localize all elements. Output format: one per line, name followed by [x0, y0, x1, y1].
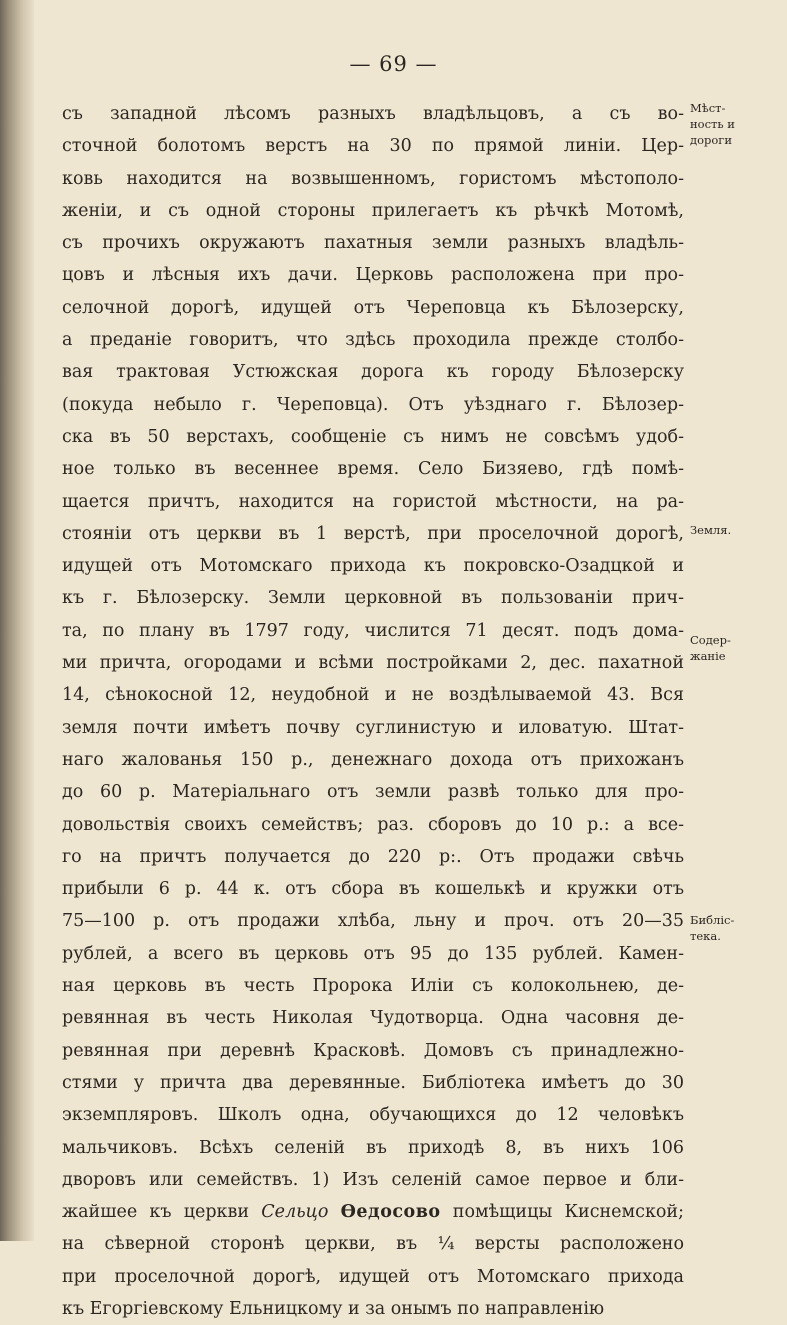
text-line: ковь находится на возвышенномъ, гористомъ мѣстополо- [62, 168, 684, 189]
text-line: 75—100 р. отъ продажи хлѣба, льну и проч. отъ 20—35 [62, 911, 684, 932]
text-line: а преданіе говоритъ, что здѣсь проходила прежде столбо- [62, 330, 684, 351]
text-line: цовъ и лѣсныя ихъ дачи. Церковь расположена при про- [62, 265, 684, 286]
village-type: Сельцо [261, 1202, 329, 1223]
text-line: дворовъ или семействъ. 1) Изъ селеній самое первое и бли- [62, 1169, 684, 1190]
text-line: ная церковь въ честь Пророка Иліи съ колокольнею, де- [62, 976, 684, 997]
text-line: та, по плану въ 1797 году, числится 71 десят. подъ дома- [62, 620, 684, 641]
text-line: наго жалованья 150 р., денежнаго дохода отъ прихожанъ [62, 749, 684, 770]
text-line: го на причтъ получается до 220 р:. Отъ продажи свѣчь [62, 846, 684, 867]
text-line: щается причтъ, находится на гористой мѣстности, на ра- [62, 491, 684, 512]
text-line: вая трактовая Устюжская дорога къ городу Бѣлозерску [62, 362, 684, 383]
text-line: съ прочихъ окружаютъ пахатныя земли разныхъ владѣль- [62, 233, 684, 254]
margin-note-maintenance: Содер- жаніе [690, 633, 731, 663]
text-line: ное только въ весеннее время. Село Бизяево, гдѣ помѣ- [62, 459, 684, 480]
text-line: 14, сѣнокосной 12, неудобной и не воздѣлываемой 43. Вся [62, 685, 684, 706]
text-segment: помѣщицы Киснемской; [440, 1202, 684, 1223]
text-line: ревянная при деревнѣ Красковѣ. Домовъ съ принадлежно- [62, 1040, 684, 1061]
text-line: къ Егоргіевскому Ельницкому и за онымъ по направленію [62, 1298, 605, 1319]
margin-note-library: Библіс- тека. [690, 913, 735, 943]
book-binding-shadow [0, 0, 34, 1241]
text-line: стояніи отъ церкви въ 1 верстѣ, при проселочной дорогѣ, [62, 523, 684, 544]
text-line: на сѣверной сторонѣ церкви, въ ¼ версты расположено [62, 1234, 684, 1255]
text-line: ска въ 50 верстахъ, сообщеніе съ нимъ не совсѣмъ удоб- [62, 426, 684, 447]
text-segment: жайшее къ церкви [62, 1202, 262, 1223]
text-line: рублей, а всего въ церковь отъ 95 до 135 рублей. Камен- [62, 943, 684, 964]
text-line: стями у причта два деревянные. Библіотека имѣетъ до 30 [62, 1072, 684, 1093]
text-line: съ западной лѣсомъ разныхъ владѣльцовъ, а съ во- [62, 104, 684, 124]
margin-note-land: Земля. [690, 523, 732, 537]
text-line: ми причта, огородами и всѣми постройками 2, дес. пахатной [62, 653, 684, 674]
text-line: къ г. Бѣлозерску. Земли церковной въ пользованіи прич- [62, 588, 684, 609]
text-line: при проселочной дорогѣ, идущей отъ Мотомскаго прихода [62, 1266, 684, 1287]
text-line: прибыли 6 р. 44 к. отъ сбора въ кошелькѣ и кружки отъ [62, 879, 684, 900]
text-line: до 60 р. Матеріальнаго отъ земли развѣ только для про- [62, 782, 684, 803]
margin-note-locality: Мѣст- ность и дороги [690, 101, 735, 147]
page-number: — 69 — [349, 52, 438, 76]
text-line: сточной болотомъ верстъ на 30 по прямой линіи. Цер- [62, 136, 684, 157]
text-line: экземпляровъ. Школъ одна, обучающихся до 12 человѣкъ [62, 1105, 684, 1126]
text-line [62, 1196, 684, 1228]
text-line: селочной дорогѣ, идущей отъ Череповца къ Бѣлозерску, [62, 297, 684, 318]
text-line: женіи, и съ одной стороны прилегаетъ къ рѣчкѣ Мотомѣ, [62, 200, 684, 221]
text-line: ревянная въ честь Николая Чудотворца. Одна часовня де- [62, 1008, 684, 1029]
body-text [62, 98, 684, 1325]
text-line: (покуда небыло г. Череповца). Отъ уѣзднаго г. Бѣлозер- [62, 394, 684, 415]
text-line: идущей отъ Мотомскаго прихода къ покровско-Озадцкой и [62, 556, 684, 577]
text-line: земля почти имѣетъ почву суглинистую и иловатую. Штат- [62, 717, 684, 738]
village-name: Ѳедосово [340, 1202, 441, 1223]
text-line: довольствія своихъ семействъ; раз. сборовъ до 10 р.: а все- [62, 814, 684, 835]
text-line: мальчиковъ. Всѣхъ селеній въ приходѣ 8, въ нихъ 106 [62, 1137, 684, 1158]
